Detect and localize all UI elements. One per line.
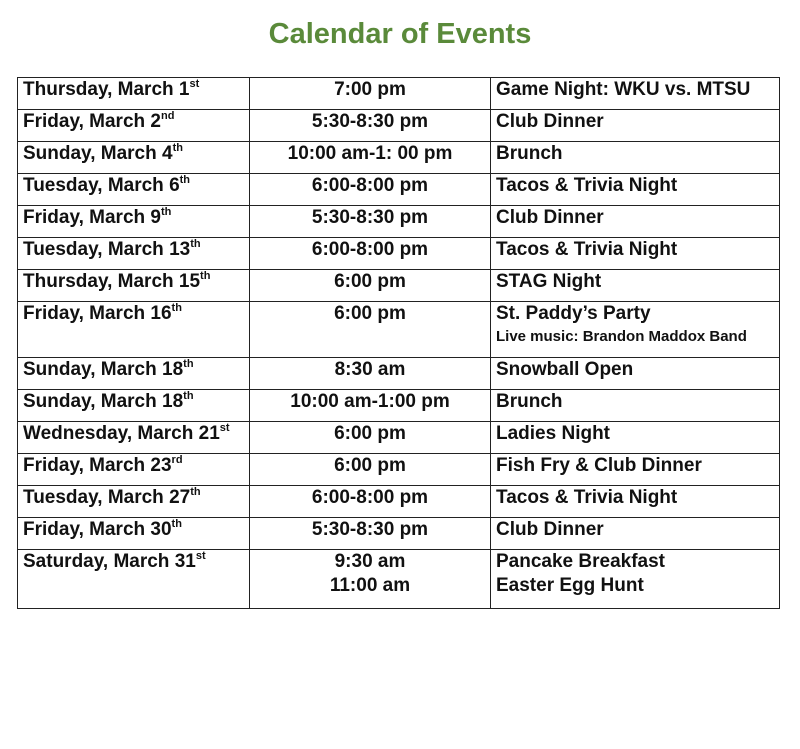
events-table-body [18, 78, 780, 609]
event-time-cell [250, 358, 491, 390]
event-time-cell [250, 390, 491, 422]
event-time-second: 11:00 am [329, 575, 411, 596]
event-row [18, 422, 780, 454]
event-date: Sunday, March 4 [23, 143, 173, 164]
event-date-cell [18, 302, 250, 358]
event-time: 6:00-8:00 pm [311, 239, 429, 260]
event-date-cell [18, 238, 250, 270]
event-name-cell [491, 174, 780, 206]
event-time: 10:00 am-1:00 pm [290, 391, 450, 412]
event-name: Club Dinner [496, 519, 604, 540]
event-row [18, 174, 780, 206]
event-time: 9:30 am [334, 551, 406, 572]
event-date-cell [18, 422, 250, 454]
event-time-cell [250, 454, 491, 486]
event-date-cell [18, 358, 250, 390]
event-date-suffix: th [171, 518, 182, 530]
event-name-second: Easter Egg Hunt [496, 575, 644, 596]
event-time-cell [250, 78, 491, 110]
event-time-cell [250, 110, 491, 142]
event-date: Thursday, March 1 [23, 79, 190, 100]
event-name: Tacos & Trivia Night [496, 175, 678, 196]
event-time: 10:00 am-1: 00 pm [287, 143, 453, 164]
event-time-cell [250, 142, 491, 174]
event-date-cell [18, 206, 250, 238]
event-date-suffix: th [160, 206, 172, 218]
event-time: 5:30-8:30 pm [311, 111, 429, 132]
event-name-cell [491, 518, 780, 550]
event-row [18, 518, 780, 550]
event-date-suffix: st [189, 78, 200, 90]
event-date: Friday, March 16 [23, 303, 172, 324]
event-date-cell [18, 390, 250, 422]
event-name: Tacos & Trivia Night [496, 487, 678, 508]
event-time-cell [250, 550, 491, 609]
event-row [18, 390, 780, 422]
event-name-cell [491, 270, 780, 302]
event-date: Sunday, March 18 [23, 359, 184, 380]
event-time: 6:00 pm [334, 455, 406, 476]
event-name-cell [491, 206, 780, 238]
event-row [18, 238, 780, 270]
event-name-cell [491, 302, 780, 358]
event-date-suffix: th [183, 358, 194, 370]
event-date: Tuesday, March 27 [23, 487, 191, 508]
event-row [18, 142, 780, 174]
event-date: Saturday, March 31 [23, 551, 196, 572]
event-name-cell [491, 454, 780, 486]
event-date-cell [18, 270, 250, 302]
event-date-suffix: th [179, 174, 191, 186]
event-row [18, 206, 780, 238]
event-time: 6:00 pm [334, 423, 406, 444]
event-time-cell [250, 422, 491, 454]
event-time-cell [250, 174, 491, 206]
event-name-cell [491, 78, 780, 110]
event-time: 5:30-8:30 pm [311, 519, 429, 540]
event-date-cell [18, 142, 250, 174]
event-row [18, 454, 780, 486]
event-subtitle: Live music: Brandon Maddox Band [496, 328, 747, 345]
event-date-suffix: st [219, 422, 230, 434]
event-row [18, 302, 780, 358]
event-name: Brunch [496, 143, 563, 164]
event-name-cell [491, 422, 780, 454]
event-name: STAG Night [496, 271, 602, 292]
event-date: Tuesday, March 13 [23, 239, 191, 260]
event-name-cell [491, 110, 780, 142]
event-time: 6:00 pm [334, 303, 406, 324]
event-time: 6:00 pm [334, 271, 406, 292]
event-date: Friday, March 2 [23, 111, 161, 132]
event-date-suffix: th [190, 486, 201, 498]
event-name: Brunch [496, 391, 563, 412]
event-date-cell [18, 486, 250, 518]
page-title: Calendar of Events [268, 18, 532, 50]
event-date: Sunday, March 18 [23, 391, 184, 412]
event-name-cell [491, 238, 780, 270]
event-row [18, 78, 780, 110]
event-date: Friday, March 23 [23, 455, 172, 476]
event-row [18, 270, 780, 302]
event-name-cell [491, 390, 780, 422]
event-time-cell [250, 270, 491, 302]
event-row [18, 550, 780, 609]
event-date-cell [18, 518, 250, 550]
event-time: 6:00-8:00 pm [311, 487, 429, 508]
event-time: 6:00-8:00 pm [311, 175, 429, 196]
event-name: Club Dinner [496, 207, 604, 228]
event-date-cell [18, 550, 250, 609]
event-row [18, 486, 780, 518]
event-time-cell [250, 238, 491, 270]
event-name-cell [491, 486, 780, 518]
event-name-cell [491, 358, 780, 390]
events-table [17, 77, 780, 609]
event-time-cell [250, 206, 491, 238]
event-name: Tacos & Trivia Night [496, 239, 678, 260]
event-date: Thursday, March 15 [23, 271, 201, 292]
event-time: 7:00 pm [334, 79, 406, 100]
event-date-cell [18, 110, 250, 142]
event-name-cell [491, 142, 780, 174]
event-name: Game Night: WKU vs. MTSU [496, 79, 751, 100]
event-date-suffix: th [200, 270, 211, 282]
event-row [18, 110, 780, 142]
event-name: Fish Fry & Club Dinner [496, 455, 702, 476]
event-time-cell [250, 518, 491, 550]
event-date-suffix: th [172, 142, 183, 154]
event-date-suffix: st [195, 550, 206, 562]
event-time-cell [250, 302, 491, 358]
event-date-suffix: rd [171, 454, 183, 466]
event-row [18, 358, 780, 390]
event-name-cell [491, 550, 780, 609]
event-name: Snowball Open [496, 359, 634, 380]
event-date-suffix: nd [160, 110, 175, 122]
event-date-suffix: th [190, 238, 201, 250]
event-date-suffix: th [171, 302, 182, 314]
event-time: 5:30-8:30 pm [311, 207, 429, 228]
event-date: Friday, March 30 [23, 519, 172, 540]
event-date-cell [18, 174, 250, 206]
event-date-suffix: th [183, 390, 194, 402]
event-name: Ladies Night [496, 423, 611, 444]
event-name: St. Paddy’s Party [496, 303, 651, 324]
event-date-cell [18, 454, 250, 486]
event-name: Pancake Breakfast [496, 551, 665, 572]
event-date: Tuesday, March 6 [23, 175, 180, 196]
event-date-cell [18, 78, 250, 110]
event-time: 8:30 am [334, 359, 406, 380]
event-time-cell [250, 486, 491, 518]
event-name: Club Dinner [496, 111, 604, 132]
event-date: Wednesday, March 21 [23, 423, 220, 444]
event-date: Friday, March 9 [23, 207, 161, 228]
